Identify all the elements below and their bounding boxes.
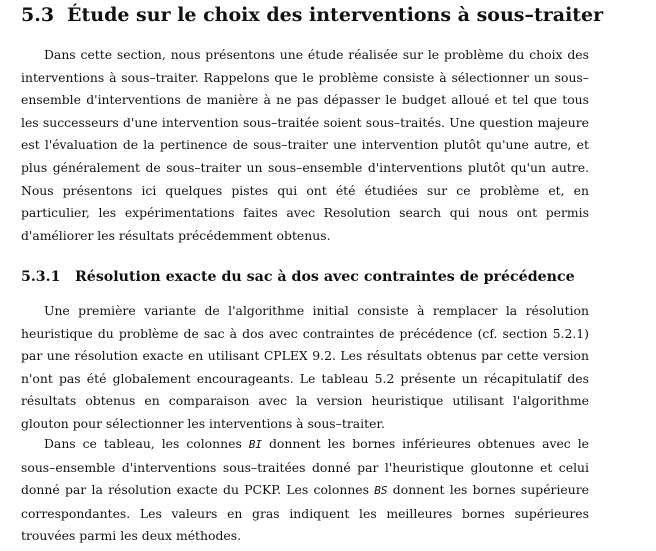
column-bs-label: BS — [374, 484, 388, 498]
subsection-heading — [21, 266, 575, 288]
para3-text-1: Dans ce tableau, les colonnes — [44, 436, 249, 451]
subsection-number: 5.3.1 — [21, 269, 61, 285]
subsection-title: Résolution exacte du sac à dos avec contraintes de précédence — [75, 269, 575, 285]
section-heading — [21, 2, 603, 28]
paragraph-variant: Une première variante de l'algorithme initial consiste à remplacer la résolution heuristique du problème de sac à dos avec contraintes de précédence (cf. section 5.2.1) par une résolution exacte en utilisant CPLEX 9.2. Les résultats obtenus par cette version n'ont pas été globalement encourageants. Le tableau 5.2 présente un récapitulatif des résultats obtenus en comparaison avec la version heuristique utilisant l'algorithme glouton pour sélectionner les interventions à sous–traiter. — [21, 303, 589, 431]
intro-paragraph: Dans cette section, nous présentons une étude réalisée sur le problème du choix des interventions à sous–traiter. Rappelons que le problème consiste à sélectionner un sous–ensemble d'interventions de manière à ne pas dépasser le budget alloué et tel que tous les successeurs d'une intervention sous–traitée soient sous–traités. Une question majeure est l'évaluation de la pertinence de sous–traiter une intervention plutôt qu'une autre, et plus généralement de sous–traiter un sous–ensemble d'interventions plutôt qu'un autre. Nous présentons ici quelques pistes qui ont été étudiées sur ce problème et, en particulier, les expérimentations faites avec Resolution search qui nous ont permis d'améliorer les résultats précédemment obtenus. — [21, 47, 589, 243]
para3-text-3: donnent les bornes supérieure correspondantes. Les valeurs en gras indiquent les meilleures bornes supérieures trouvées parmi les deux méthodes. — [21, 482, 589, 544]
section-number: 5.3 — [21, 4, 55, 26]
paragraph-table-description — [21, 433, 589, 548]
section-title: Étude sur le choix des interventions à sous–traiter — [67, 4, 604, 26]
column-bi-label: BI — [248, 438, 263, 451]
para3-text-2: donnent les bornes inférieures obtenues avec le sous–ensemble d'interventions sous–traitées donné par l'heuristique gloutonne et celui donné par la résolution exacte du PCKP. Les colonnes — [21, 436, 590, 498]
